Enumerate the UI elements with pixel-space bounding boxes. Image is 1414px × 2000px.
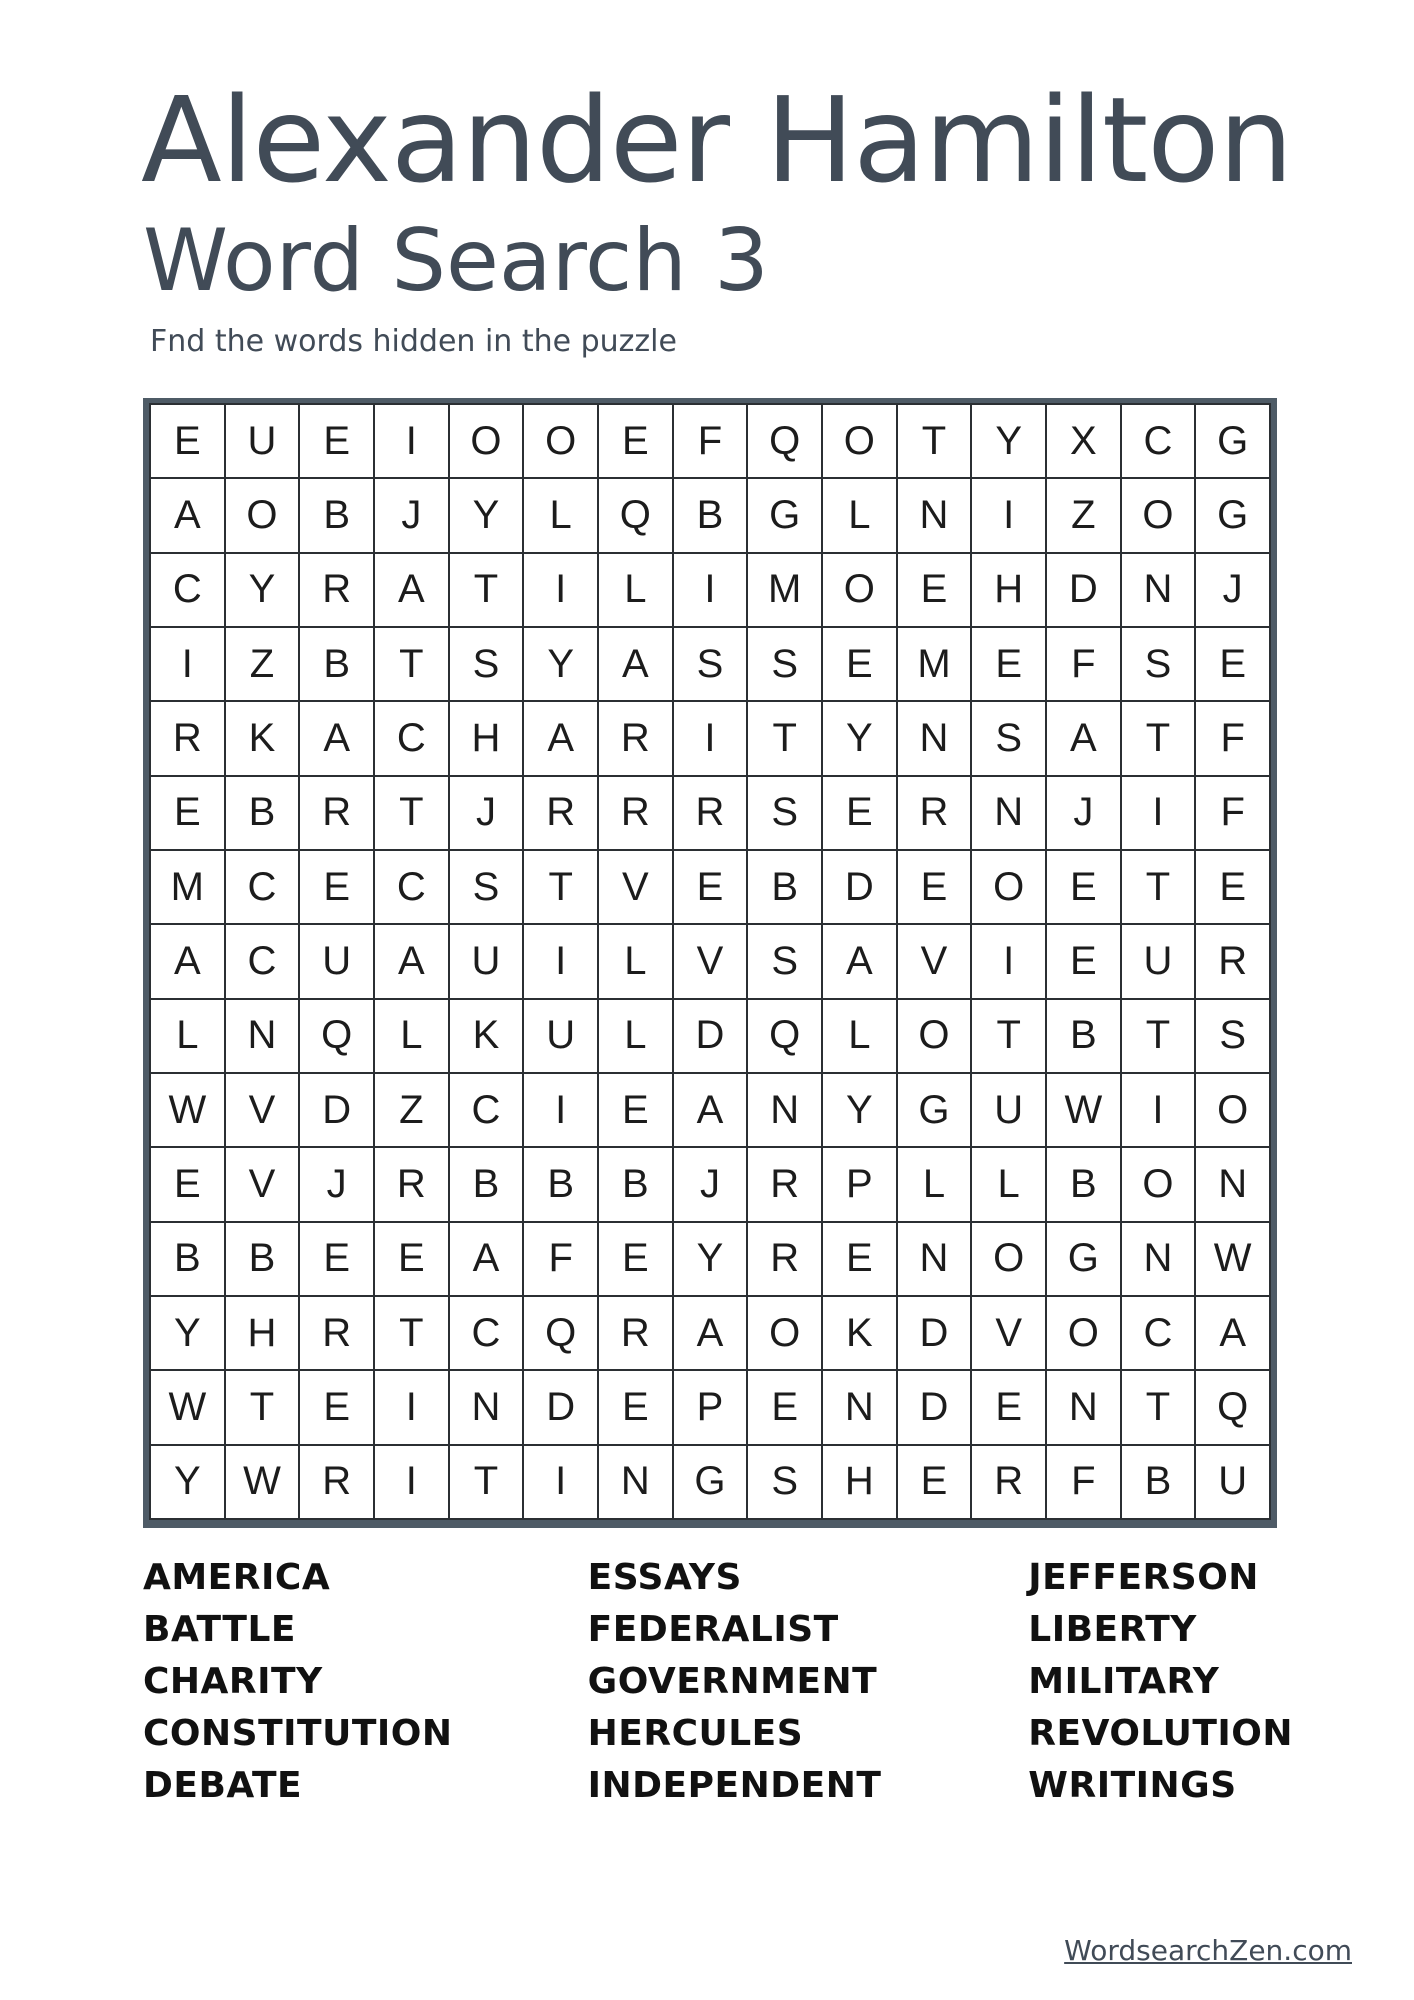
grid-cell[interactable]: O [450,405,523,477]
grid-cell[interactable]: O [1196,1074,1269,1146]
grid-cell[interactable]: C [450,1297,523,1369]
grid-cell[interactable]: W [151,1371,224,1443]
grid-cell[interactable]: R [300,554,373,626]
grid-cell[interactable]: P [674,1371,747,1443]
grid-cell[interactable]: Y [674,1223,747,1295]
grid-cell[interactable]: N [1047,1371,1120,1443]
grid-cell[interactable]: F [1047,628,1120,700]
grid-cell[interactable]: B [524,1148,597,1220]
grid-cell[interactable]: V [972,1297,1045,1369]
grid-cell[interactable]: U [1196,1446,1269,1518]
grid-cell[interactable]: E [823,628,896,700]
grid-cell[interactable]: A [1196,1297,1269,1369]
grid-cell[interactable]: S [748,1446,821,1518]
grid-cell[interactable]: I [972,479,1045,551]
grid-cell[interactable]: N [823,1371,896,1443]
grid-cell[interactable]: Z [375,1074,448,1146]
grid-cell[interactable]: N [450,1371,523,1443]
grid-cell[interactable]: D [898,1297,971,1369]
grid-cell[interactable]: R [599,777,672,849]
grid-cell[interactable]: L [898,1148,971,1220]
grid-cell[interactable]: F [524,1223,597,1295]
grid-cell[interactable]: S [1122,628,1195,700]
grid-cell[interactable]: E [898,554,971,626]
grid-cell[interactable]: P [823,1148,896,1220]
grid-cell[interactable]: J [450,777,523,849]
grid-cell[interactable]: G [1047,1223,1120,1295]
grid-cell[interactable]: D [524,1371,597,1443]
grid-cell[interactable]: C [1122,1297,1195,1369]
word-list-column [143,1552,588,1812]
grid-cell[interactable]: O [823,554,896,626]
grid-cell[interactable]: V [599,851,672,923]
grid-cell[interactable]: I [524,925,597,997]
grid-cell[interactable]: N [748,1074,821,1146]
grid-cell[interactable]: A [524,702,597,774]
grid-cell[interactable]: T [972,1000,1045,1072]
grid-cell[interactable]: Y [226,554,299,626]
grid-cell[interactable]: N [1196,1148,1269,1220]
grid-cell[interactable]: A [674,1297,747,1369]
grid-cell[interactable]: E [151,405,224,477]
grid-cell[interactable]: O [972,1223,1045,1295]
grid-cell[interactable]: E [748,1371,821,1443]
grid-cell[interactable]: R [674,777,747,849]
grid-cell[interactable]: T [450,554,523,626]
grid-cell[interactable]: B [1047,1148,1120,1220]
grid-cell[interactable]: T [450,1446,523,1518]
grid-cell[interactable]: L [823,1000,896,1072]
grid-cell[interactable]: O [748,1297,821,1369]
grid-cell[interactable]: O [226,479,299,551]
grid-cell[interactable]: E [823,1223,896,1295]
grid-cell[interactable]: E [599,405,672,477]
grid-cell[interactable]: Z [1047,479,1120,551]
grid-cell[interactable]: G [1196,479,1269,551]
grid-cell[interactable]: E [972,628,1045,700]
grid-cell[interactable]: T [1122,702,1195,774]
grid-cell[interactable]: I [151,628,224,700]
grid-cell[interactable]: D [898,1371,971,1443]
puzzle-frame [143,398,1277,1528]
grid-cell[interactable]: Y [151,1297,224,1369]
grid-cell[interactable]: Y [450,479,523,551]
grid-cell[interactable]: E [823,777,896,849]
grid-cell[interactable]: L [151,1000,224,1072]
grid-cell[interactable]: C [450,1074,523,1146]
grid-cell[interactable]: B [599,1148,672,1220]
grid-cell[interactable]: T [1122,1371,1195,1443]
grid-cell[interactable]: T [1122,1000,1195,1072]
grid-cell[interactable]: Q [748,1000,821,1072]
word-list-item: CONSTITUTION [143,1713,453,1754]
grid-cell[interactable]: T [226,1371,299,1443]
grid-cell[interactable]: W [1047,1074,1120,1146]
grid-cell[interactable]: O [972,851,1045,923]
grid-cell[interactable]: E [674,851,747,923]
grid-cell[interactable]: A [151,925,224,997]
grid-cell[interactable]: D [300,1074,373,1146]
grid-cell[interactable]: X [1047,405,1120,477]
grid-cell[interactable]: A [300,702,373,774]
grid-cell[interactable]: H [450,702,523,774]
grid-cell[interactable]: G [1196,405,1269,477]
grid-cell[interactable]: H [972,554,1045,626]
grid-cell[interactable]: V [674,925,747,997]
word-list-item: GOVERNMENT [587,1661,878,1702]
grid-cell[interactable]: R [300,1446,373,1518]
grid-cell[interactable]: F [1047,1446,1120,1518]
grid-cell[interactable]: M [151,851,224,923]
grid-cell[interactable]: L [599,925,672,997]
grid-cell[interactable]: U [524,1000,597,1072]
word-list-item: LIBERTY [1028,1609,1197,1650]
grid-cell[interactable]: D [1047,554,1120,626]
grid-cell[interactable]: S [450,628,523,700]
word-list-item: JEFFERSON [1028,1557,1259,1598]
grid-cell[interactable]: N [898,1223,971,1295]
grid-cell[interactable]: T [375,777,448,849]
word-list-column [1028,1552,1293,1812]
grid-cell[interactable]: A [823,925,896,997]
grid-cell[interactable]: C [226,925,299,997]
page-title: Alexander Hamilton [141,71,1293,209]
grid-cell[interactable]: B [226,777,299,849]
word-list-item: CHARITY [143,1661,323,1702]
grid-cell[interactable]: E [151,777,224,849]
grid-cell[interactable]: V [226,1074,299,1146]
grid-cell[interactable]: L [972,1148,1045,1220]
grid-cell[interactable]: Y [823,702,896,774]
grid-cell[interactable]: A [599,628,672,700]
grid-cell[interactable]: H [226,1297,299,1369]
grid-cell[interactable]: J [300,1148,373,1220]
grid-cell[interactable]: S [1196,1000,1269,1072]
grid-cell[interactable]: I [674,702,747,774]
instructions-text: Fnd the words hidden in the puzzle [150,324,677,359]
grid-cell[interactable]: F [674,405,747,477]
grid-cell[interactable]: B [748,851,821,923]
word-list-item: DEBATE [143,1765,303,1806]
grid-cell[interactable]: V [226,1148,299,1220]
grid-cell[interactable]: J [1196,554,1269,626]
grid-cell[interactable]: C [1122,405,1195,477]
grid-cell[interactable]: C [375,702,448,774]
grid-cell[interactable]: E [1196,851,1269,923]
grid-cell[interactable]: B [1047,1000,1120,1072]
grid-cell[interactable]: R [1196,925,1269,997]
word-list-item: WRITINGS [1028,1765,1237,1806]
grid-cell[interactable]: A [375,554,448,626]
grid-cell[interactable]: R [599,702,672,774]
grid-cell[interactable]: E [1047,851,1120,923]
grid-cell[interactable]: S [748,628,821,700]
grid-cell[interactable]: S [450,851,523,923]
grid-cell[interactable]: J [674,1148,747,1220]
grid-cell[interactable]: L [524,479,597,551]
grid-cell[interactable]: I [524,1074,597,1146]
grid-cell[interactable]: O [1047,1297,1120,1369]
grid-cell[interactable]: E [898,1446,971,1518]
grid-cell[interactable]: L [375,1000,448,1072]
grid-cell[interactable]: U [1122,925,1195,997]
grid-cell[interactable]: O [524,405,597,477]
grid-cell[interactable]: I [674,554,747,626]
grid-cell[interactable]: I [1122,1074,1195,1146]
grid-cell[interactable]: I [375,1446,448,1518]
grid-cell[interactable]: B [300,479,373,551]
grid-cell[interactable]: Q [300,1000,373,1072]
grid-cell[interactable]: V [898,925,971,997]
grid-cell[interactable]: O [1122,1148,1195,1220]
grid-cell[interactable]: A [674,1074,747,1146]
word-list-item: BATTLE [143,1609,296,1650]
grid-cell[interactable]: I [524,1446,597,1518]
grid-cell[interactable]: K [823,1297,896,1369]
grid-cell[interactable]: S [748,925,821,997]
grid-cell[interactable]: F [1196,702,1269,774]
grid-cell[interactable]: R [300,1297,373,1369]
grid-cell[interactable]: N [599,1446,672,1518]
grid-cell[interactable]: U [972,1074,1045,1146]
word-list-item: FEDERALIST [587,1609,839,1650]
grid-cell[interactable]: M [748,554,821,626]
grid-cell[interactable]: E [599,1223,672,1295]
grid-cell[interactable]: Y [151,1446,224,1518]
grid-cell[interactable]: A [450,1223,523,1295]
grid-cell[interactable]: E [1196,628,1269,700]
grid-cell[interactable]: N [226,1000,299,1072]
grid-cell[interactable]: E [972,1371,1045,1443]
grid-cell[interactable]: T [1122,851,1195,923]
grid-cell[interactable]: Z [226,628,299,700]
grid-cell[interactable]: E [599,1371,672,1443]
grid-cell[interactable]: L [823,479,896,551]
word-list-column [588,1552,1029,1812]
grid-cell[interactable]: R [524,777,597,849]
grid-cell[interactable]: D [823,851,896,923]
grid-cell[interactable]: C [151,554,224,626]
grid-cell[interactable]: I [972,925,1045,997]
grid-cell[interactable]: E [300,1223,373,1295]
grid-cell[interactable]: U [300,925,373,997]
grid-cell[interactable]: R [898,777,971,849]
grid-cell[interactable]: U [450,925,523,997]
site-link[interactable]: WordsearchZen.com [1064,1934,1352,1967]
grid-cell[interactable]: T [524,851,597,923]
grid-cell[interactable]: G [674,1446,747,1518]
grid-cell[interactable]: Y [972,405,1045,477]
grid-cell[interactable]: A [1047,702,1120,774]
grid-cell[interactable]: E [898,851,971,923]
word-list-item: HERCULES [587,1713,804,1754]
grid-cell[interactable]: B [300,628,373,700]
grid-cell[interactable]: E [300,1371,373,1443]
grid-cell[interactable]: A [375,925,448,997]
grid-cell[interactable]: N [1122,554,1195,626]
letter-grid [149,403,1271,1520]
grid-cell[interactable]: W [151,1074,224,1146]
grid-cell[interactable]: Q [524,1297,597,1369]
grid-cell[interactable]: M [898,628,971,700]
grid-cell[interactable]: O [898,1000,971,1072]
grid-cell[interactable]: J [1047,777,1120,849]
word-list-item: MILITARY [1028,1661,1220,1702]
grid-cell[interactable]: B [151,1223,224,1295]
grid-cell[interactable]: O [823,405,896,477]
grid-cell[interactable]: R [599,1297,672,1369]
grid-cell[interactable]: B [450,1148,523,1220]
grid-cell[interactable]: N [898,702,971,774]
grid-cell[interactable]: Q [599,479,672,551]
grid-cell[interactable]: A [151,479,224,551]
grid-cell[interactable]: R [300,777,373,849]
grid-cell[interactable]: O [1122,479,1195,551]
grid-cell[interactable]: N [1122,1223,1195,1295]
grid-cell[interactable]: S [674,628,747,700]
grid-cell[interactable]: I [524,554,597,626]
grid-cell[interactable]: E [300,851,373,923]
grid-cell[interactable]: E [1047,925,1120,997]
grid-cell[interactable]: E [599,1074,672,1146]
grid-cell[interactable]: C [226,851,299,923]
grid-cell[interactable]: Y [524,628,597,700]
grid-cell[interactable]: R [748,1223,821,1295]
grid-cell[interactable]: Q [748,405,821,477]
grid-cell[interactable]: C [375,851,448,923]
grid-cell[interactable]: G [748,479,821,551]
word-list-item: ESSAYS [587,1557,742,1598]
grid-cell[interactable]: T [748,702,821,774]
word-list-item: INDEPENDENT [587,1765,882,1806]
grid-cell[interactable]: Q [1196,1371,1269,1443]
grid-cell[interactable]: N [898,479,971,551]
grid-cell[interactable]: S [972,702,1045,774]
grid-cell[interactable]: E [375,1223,448,1295]
grid-cell[interactable]: R [151,702,224,774]
grid-cell[interactable]: J [375,479,448,551]
grid-cell[interactable]: Y [823,1074,896,1146]
grid-cell[interactable]: E [151,1148,224,1220]
grid-cell[interactable]: W [226,1446,299,1518]
grid-cell[interactable]: I [1122,777,1195,849]
grid-cell[interactable]: U [226,405,299,477]
grid-cell[interactable]: R [972,1446,1045,1518]
grid-cell[interactable]: H [823,1446,896,1518]
word-list [143,1552,1293,1812]
grid-cell[interactable]: L [599,1000,672,1072]
word-list-item: REVOLUTION [1028,1713,1293,1754]
grid-cell[interactable]: E [300,405,373,477]
grid-cell[interactable]: R [375,1148,448,1220]
grid-cell[interactable]: T [375,628,448,700]
grid-cell[interactable]: B [1122,1446,1195,1518]
grid-cell[interactable]: I [375,1371,448,1443]
grid-cell[interactable]: I [375,405,448,477]
grid-cell[interactable]: B [226,1223,299,1295]
page-subtitle: Word Search 3 [143,211,769,311]
grid-cell[interactable]: K [226,702,299,774]
grid-cell[interactable]: R [748,1148,821,1220]
grid-cell[interactable]: F [1196,777,1269,849]
grid-cell[interactable]: T [898,405,971,477]
grid-cell[interactable]: G [898,1074,971,1146]
word-list-item: AMERICA [143,1557,331,1598]
grid-cell[interactable]: K [450,1000,523,1072]
grid-cell[interactable]: S [748,777,821,849]
grid-cell[interactable]: W [1196,1223,1269,1295]
grid-cell[interactable]: L [599,554,672,626]
grid-cell[interactable]: B [674,479,747,551]
grid-cell[interactable]: T [375,1297,448,1369]
grid-cell[interactable]: N [972,777,1045,849]
grid-cell[interactable]: D [674,1000,747,1072]
